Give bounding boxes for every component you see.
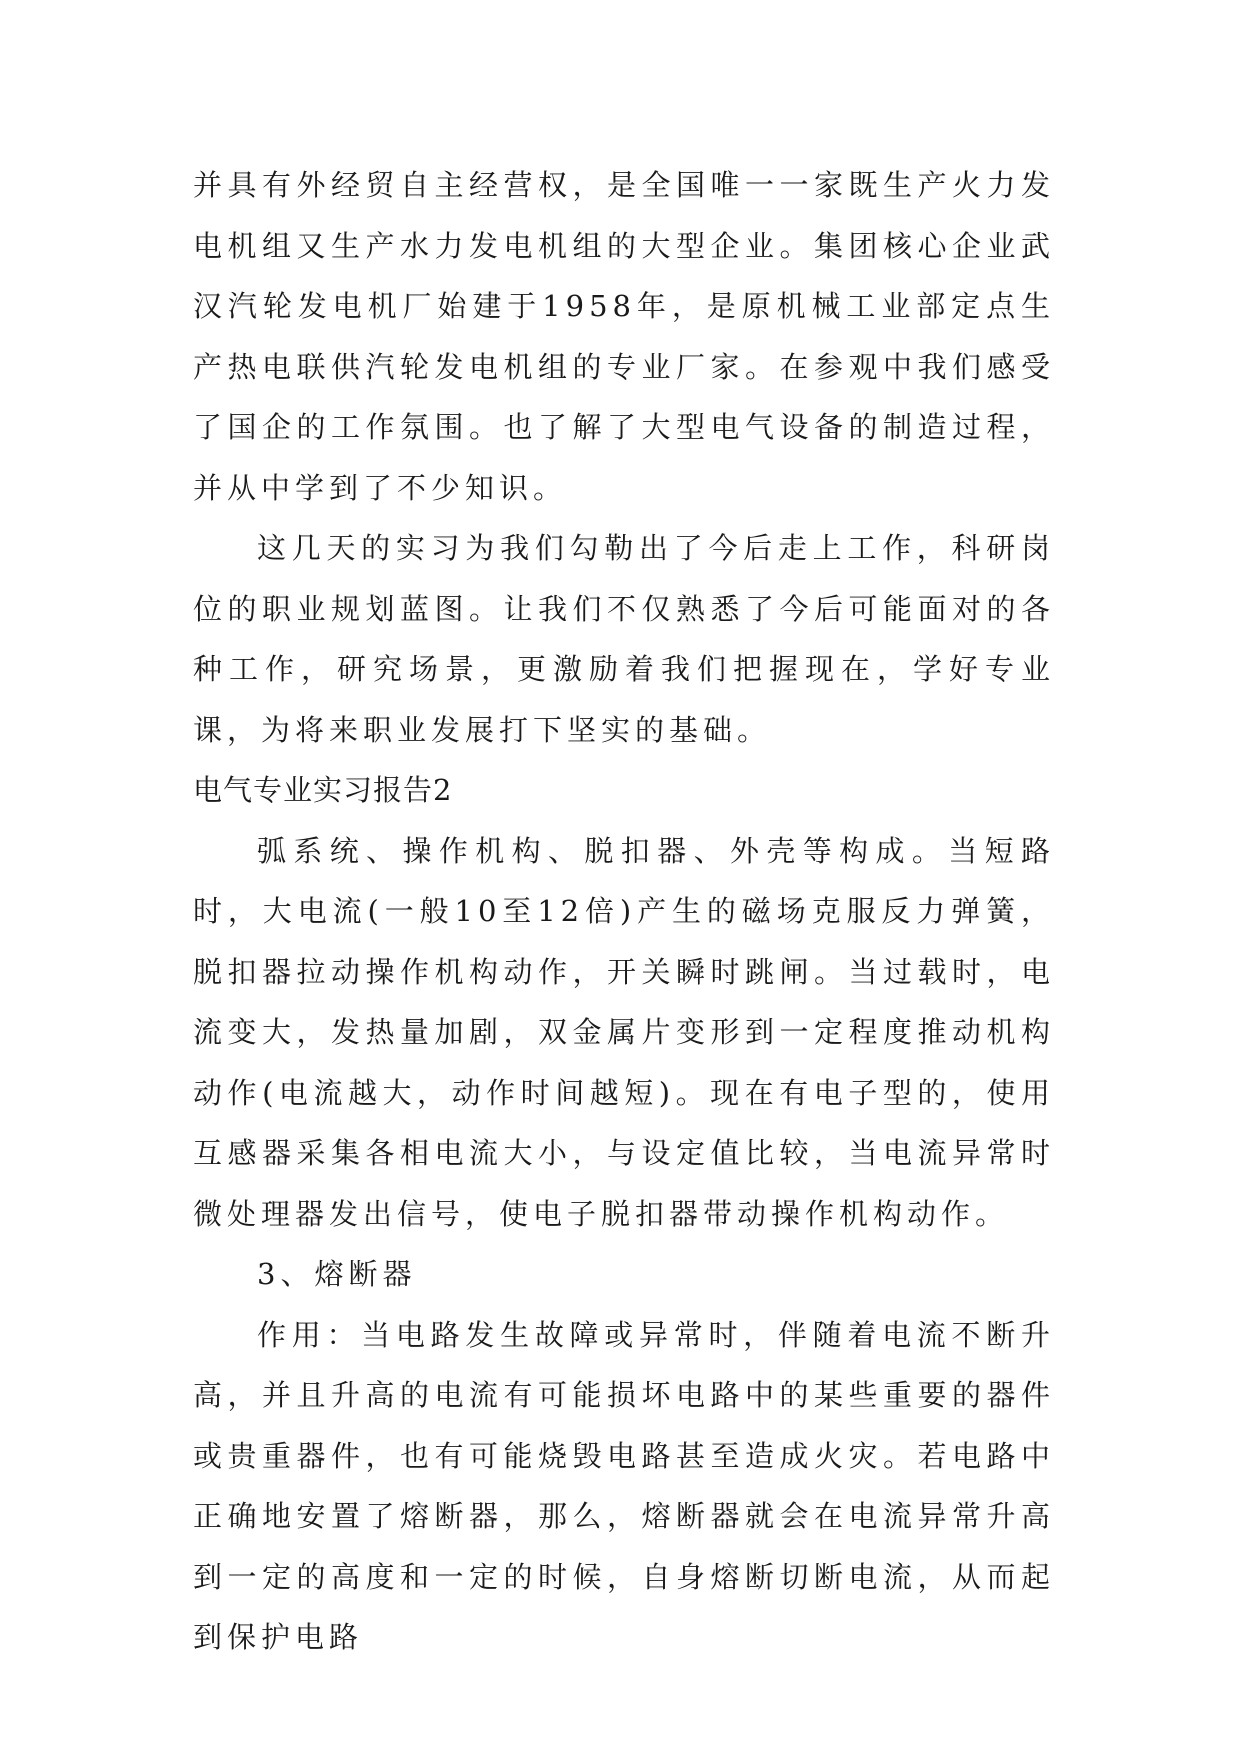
paragraph-intro: 并具有外经贸自主经营权，是全国唯一一家既生产火力发电机组又生产水力发电机组的大型企业。集团核心企业武汉汽轮发电机厂始建于1958年，是原机械工业部定点生产热电联供汽轮发电机组的专业厂家。在参观中我们感受了国企的工作氛围。也了解了大型电气设备的制造过程，并从中学到了不少知识。: [193, 168, 1055, 505]
subheading-fuse: 3、熔断器: [257, 1257, 417, 1291]
section-heading: 电气专业实习报告2: [193, 773, 453, 807]
paragraph-fuse-function: 作用：当电路发生故障或异常时，伴随着电流不断升高，并且升高的电流有可能损坏电路中的某些重要的器件或贵重器件，也有可能烧毁电路甚至造成火灾。若电路中正确地安置了熔断器，那么，熔断器就会在电流异常升高到一定的高度和一定的时候，自身熔断切断电流，从而起到保护电路: [193, 1317, 1055, 1654]
document-body: [193, 155, 1055, 1668]
paragraph-circuit-breaker: 弧系统、操作机构、脱扣器、外壳等构成。当短路时，大电流(一般10至12倍)产生的磁场克服反力弹簧，脱扣器拉动操作机构动作，开关瞬时跳闸。当过载时，电流变大，发热量加剧，双金属片变形到一定程度推动机构动作(电流越大，动作时间越短)。现在有电子型的，使用互感器采集各相电流大小，与设定值比较，当电流异常时微处理器发出信号，使电子脱扣器带动操作机构动作。: [193, 833, 1055, 1231]
paragraph-internship-summary: 这几天的实习为我们勾勒出了今后走上工作，科研岗位的职业规划蓝图。让我们不仅熟悉了今后可能面对的各种工作，研究场景，更激励着我们把握现在，学好专业课，为将来职业发展打下坚实的基础。: [193, 531, 1055, 747]
